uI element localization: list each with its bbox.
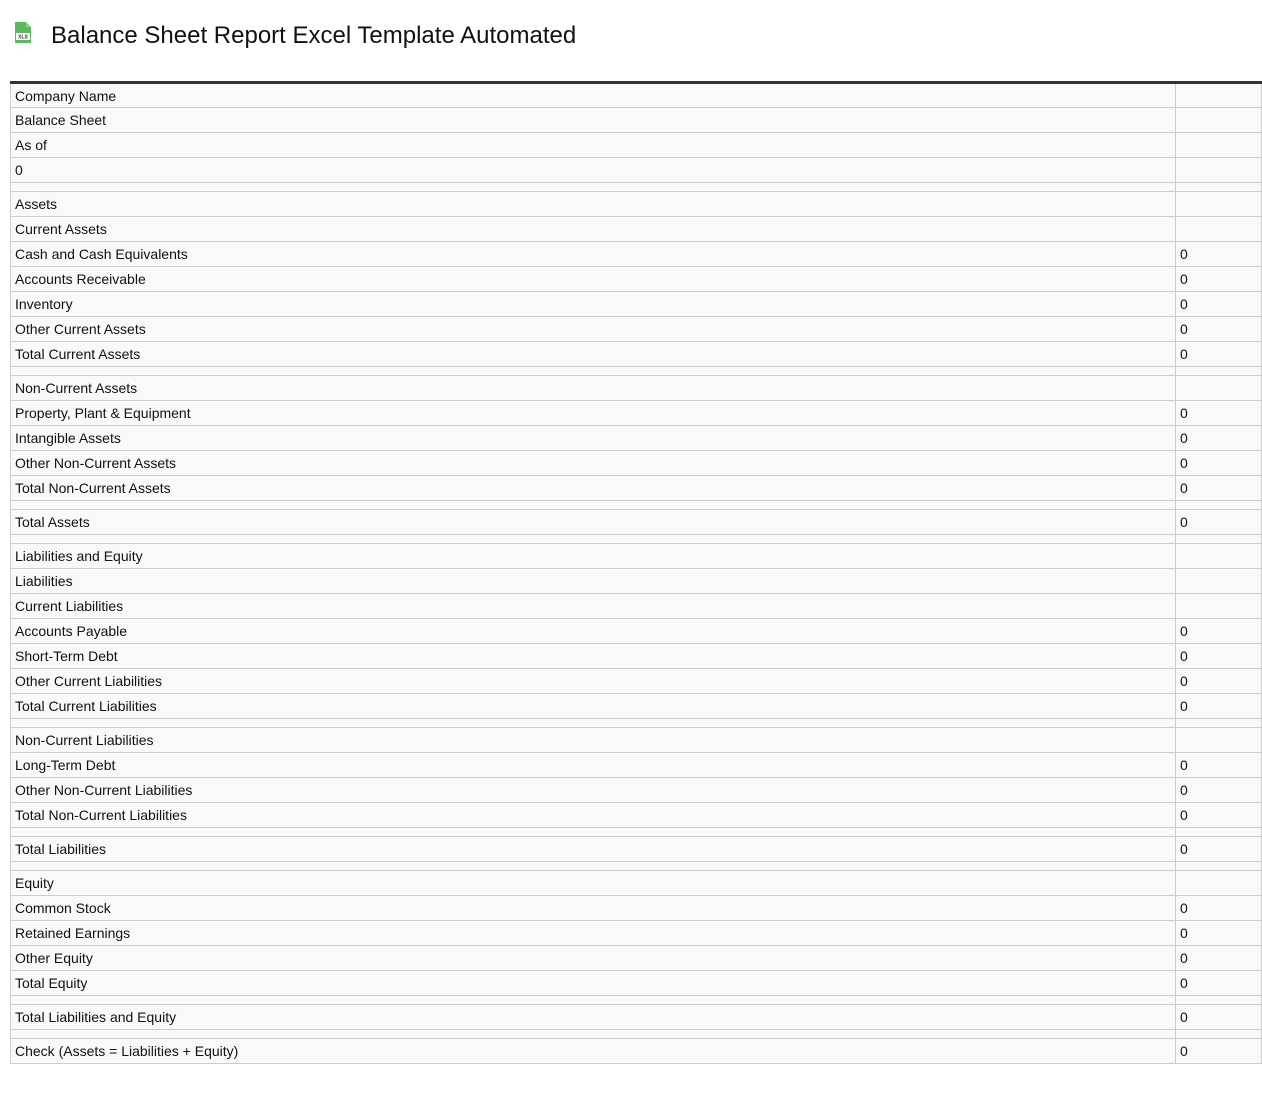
row-value: 0 — [1176, 644, 1262, 669]
row-label: Total Assets — [11, 510, 1176, 535]
table-row — [11, 476, 1262, 501]
table-row — [11, 108, 1262, 133]
table-row — [11, 753, 1262, 778]
row-label: As of — [11, 133, 1176, 158]
row-value — [1176, 828, 1262, 837]
row-label: Accounts Receivable — [11, 267, 1176, 292]
row-label: Assets — [11, 192, 1176, 217]
row-label: Other Non-Current Assets — [11, 451, 1176, 476]
table-row — [11, 644, 1262, 669]
row-label: Liabilities and Equity — [11, 544, 1176, 569]
row-value: 0 — [1176, 896, 1262, 921]
row-label: Intangible Assets — [11, 426, 1176, 451]
balance-sheet-table — [10, 81, 1262, 1064]
table-row — [11, 510, 1262, 535]
table-row — [11, 619, 1262, 644]
svg-text:XLS: XLS — [18, 34, 28, 41]
row-value — [1176, 133, 1262, 158]
spacer-row — [11, 1030, 1262, 1039]
row-value: 0 — [1176, 946, 1262, 971]
table-row — [11, 594, 1262, 619]
excel-file-icon — [13, 21, 33, 45]
row-value — [1176, 719, 1262, 728]
row-value: 0 — [1176, 342, 1262, 367]
spacer-row — [11, 183, 1262, 192]
row-value: 0 — [1176, 426, 1262, 451]
row-value — [1176, 376, 1262, 401]
row-value — [1176, 569, 1262, 594]
row-value: 0 — [1176, 971, 1262, 996]
table-row — [11, 451, 1262, 476]
row-label: Total Non-Current Assets — [11, 476, 1176, 501]
row-value — [1176, 367, 1262, 376]
table-row — [11, 342, 1262, 367]
row-label: 0 — [11, 158, 1176, 183]
table-row — [11, 192, 1262, 217]
row-value: 0 — [1176, 778, 1262, 803]
row-label: Inventory — [11, 292, 1176, 317]
row-label — [11, 183, 1176, 192]
table-row — [11, 778, 1262, 803]
spacer-row — [11, 828, 1262, 837]
row-label: Current Liabilities — [11, 594, 1176, 619]
row-label: Check (Assets = Liabilities + Equity) — [11, 1039, 1176, 1064]
table-row — [11, 896, 1262, 921]
row-value: 0 — [1176, 619, 1262, 644]
row-label: Total Liabilities — [11, 837, 1176, 862]
page-header — [0, 0, 1262, 82]
row-value: 0 — [1176, 803, 1262, 828]
row-value: 0 — [1176, 317, 1262, 342]
row-value: 0 — [1176, 694, 1262, 719]
page-title: Balance Sheet Report Excel Template Automated — [51, 22, 577, 49]
table-row — [11, 1005, 1262, 1030]
row-value — [1176, 217, 1262, 242]
table-row — [11, 946, 1262, 971]
row-value: 0 — [1176, 669, 1262, 694]
table-row — [11, 317, 1262, 342]
table-row — [11, 669, 1262, 694]
row-value: 0 — [1176, 292, 1262, 317]
row-value: 0 — [1176, 267, 1262, 292]
row-value: 0 — [1176, 510, 1262, 535]
row-value — [1176, 1030, 1262, 1039]
row-label — [11, 535, 1176, 544]
table-row — [11, 569, 1262, 594]
row-value — [1176, 594, 1262, 619]
row-label: Retained Earnings — [11, 921, 1176, 946]
row-label: Short-Term Debt — [11, 644, 1176, 669]
row-label — [11, 828, 1176, 837]
table-row — [11, 728, 1262, 753]
row-label: Non-Current Assets — [11, 376, 1176, 401]
row-label: Total Equity — [11, 971, 1176, 996]
row-value — [1176, 535, 1262, 544]
row-value — [1176, 192, 1262, 217]
row-label: Equity — [11, 871, 1176, 896]
table-row — [11, 544, 1262, 569]
row-label: Other Non-Current Liabilities — [11, 778, 1176, 803]
row-value: 0 — [1176, 1005, 1262, 1030]
table-row — [11, 803, 1262, 828]
row-value: 0 — [1176, 1039, 1262, 1064]
row-label: Current Assets — [11, 217, 1176, 242]
row-label — [11, 996, 1176, 1005]
table-row — [11, 1039, 1262, 1064]
row-value: 0 — [1176, 753, 1262, 778]
table-row — [11, 242, 1262, 267]
row-value — [1176, 728, 1262, 753]
row-value: 0 — [1176, 401, 1262, 426]
row-label: Other Equity — [11, 946, 1176, 971]
row-label: Balance Sheet — [11, 108, 1176, 133]
table-row — [11, 217, 1262, 242]
table-row — [11, 971, 1262, 996]
table-row — [11, 133, 1262, 158]
row-label — [11, 719, 1176, 728]
row-value: 0 — [1176, 242, 1262, 267]
spacer-row — [11, 367, 1262, 376]
row-label: Property, Plant & Equipment — [11, 401, 1176, 426]
table-row — [11, 921, 1262, 946]
table-row — [11, 426, 1262, 451]
row-label: Accounts Payable — [11, 619, 1176, 644]
row-label: Total Current Liabilities — [11, 694, 1176, 719]
row-label: Other Current Assets — [11, 317, 1176, 342]
row-value: 0 — [1176, 451, 1262, 476]
table-row — [11, 83, 1262, 108]
row-label: Non-Current Liabilities — [11, 728, 1176, 753]
row-label: Other Current Liabilities — [11, 669, 1176, 694]
row-value: 0 — [1176, 476, 1262, 501]
spacer-row — [11, 719, 1262, 728]
row-value: 0 — [1176, 837, 1262, 862]
row-label — [11, 501, 1176, 510]
row-value — [1176, 108, 1262, 133]
row-label: Cash and Cash Equivalents — [11, 242, 1176, 267]
row-value — [1176, 544, 1262, 569]
row-value — [1176, 83, 1262, 108]
row-label — [11, 367, 1176, 376]
row-value — [1176, 501, 1262, 510]
table-row — [11, 401, 1262, 426]
row-value — [1176, 183, 1262, 192]
table-row — [11, 158, 1262, 183]
table-row — [11, 267, 1262, 292]
table-row — [11, 871, 1262, 896]
row-value — [1176, 871, 1262, 896]
row-value: 0 — [1176, 921, 1262, 946]
row-value — [1176, 996, 1262, 1005]
spacer-row — [11, 535, 1262, 544]
table-row — [11, 292, 1262, 317]
row-label: Liabilities — [11, 569, 1176, 594]
table-row — [11, 376, 1262, 401]
spacer-row — [11, 996, 1262, 1005]
row-label: Total Non-Current Liabilities — [11, 803, 1176, 828]
row-label: Total Current Assets — [11, 342, 1176, 367]
spacer-row — [11, 862, 1262, 871]
row-label — [11, 1030, 1176, 1039]
row-value — [1176, 862, 1262, 871]
row-value — [1176, 158, 1262, 183]
spacer-row — [11, 501, 1262, 510]
row-label: Company Name — [11, 83, 1176, 108]
table-row — [11, 694, 1262, 719]
table-row — [11, 837, 1262, 862]
row-label: Long-Term Debt — [11, 753, 1176, 778]
row-label: Total Liabilities and Equity — [11, 1005, 1176, 1030]
row-label — [11, 862, 1176, 871]
row-label: Common Stock — [11, 896, 1176, 921]
